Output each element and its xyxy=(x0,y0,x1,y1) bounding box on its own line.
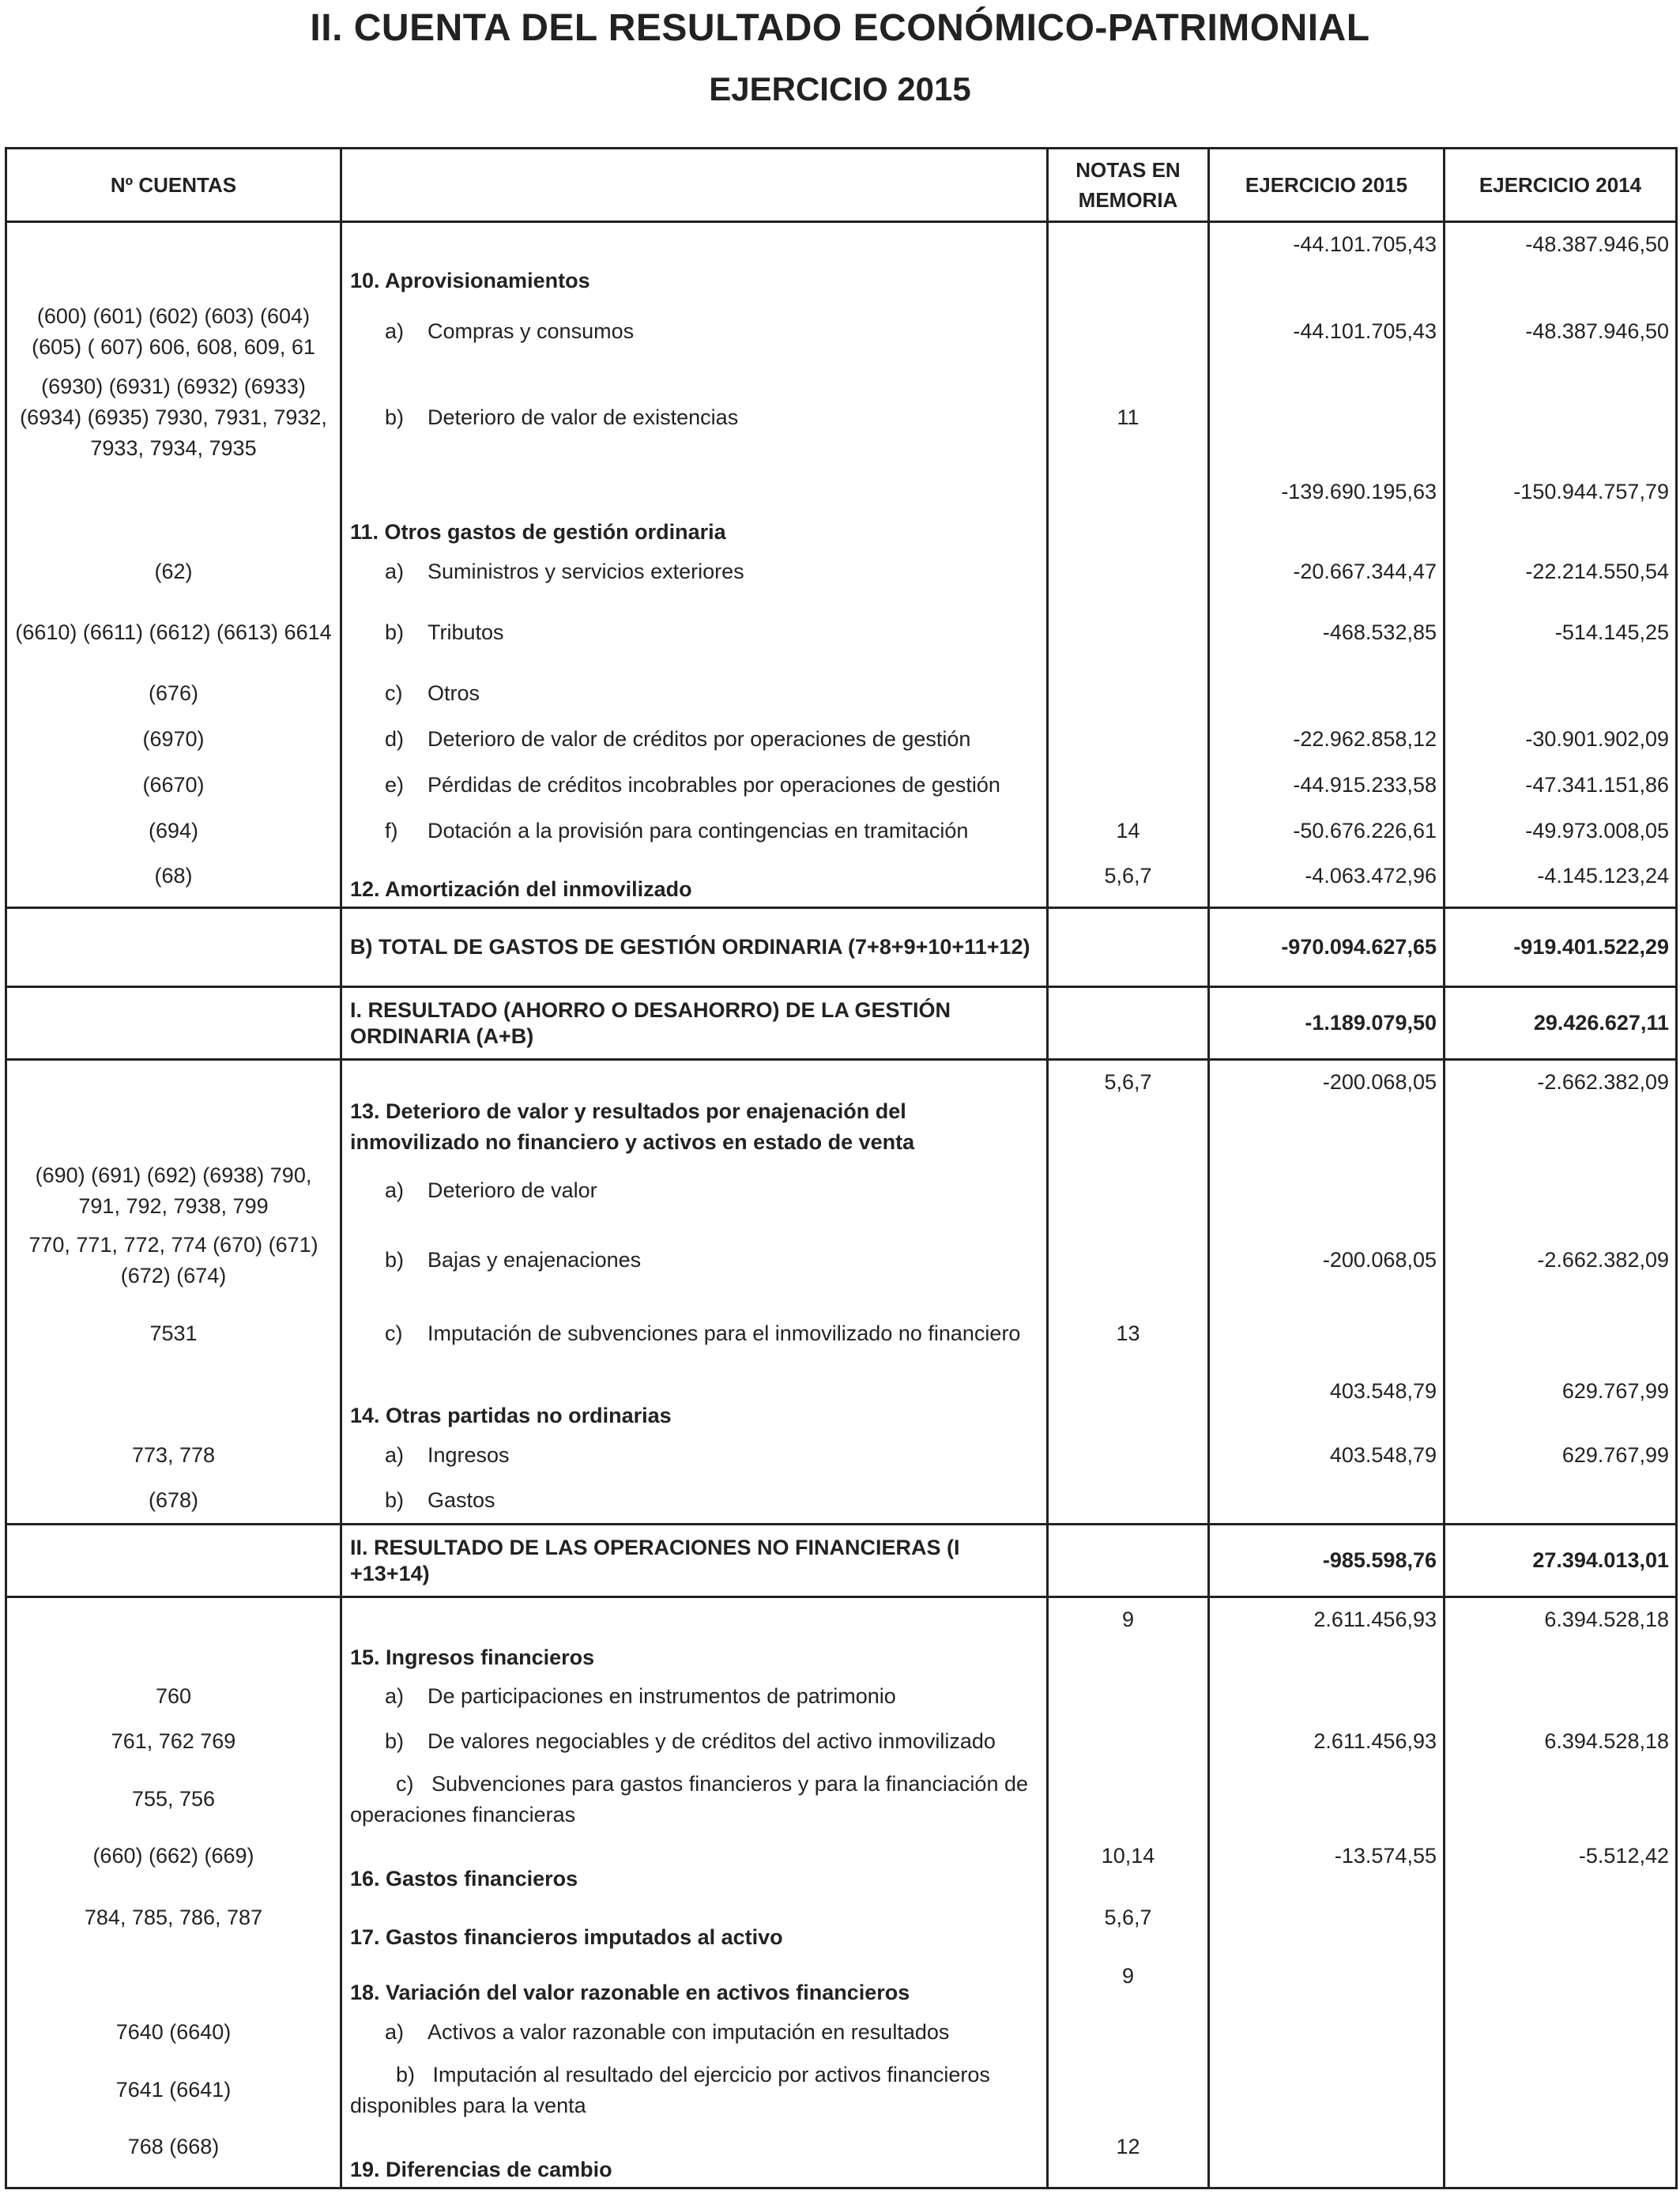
item-label: a) xyxy=(385,560,405,583)
item-label: a) xyxy=(385,1684,405,1708)
notes-cell xyxy=(1048,671,1209,717)
value-2014-cell xyxy=(1445,1765,1677,1834)
value-2015-cell: -50.676.226,61 xyxy=(1209,809,1445,854)
description-cell: 19. Diferencias de cambio xyxy=(341,2125,1048,2188)
description-cell: II. RESULTADO DE LAS OPERACIONES NO FINANCIERAS (I +13+14) xyxy=(341,1525,1048,1597)
value-2015-cell: -44.915.233,58 xyxy=(1209,763,1445,809)
table-row xyxy=(6,1834,1677,1896)
account-numbers-cell: (676) xyxy=(6,671,341,717)
account-numbers-cell: 770, 771, 772, 774 (670) (671) (672) (674) xyxy=(6,1223,341,1299)
value-2015-cell: 2.611.456,93 xyxy=(1209,1719,1445,1765)
account-numbers-cell: 760 xyxy=(6,1675,341,1719)
notes-cell xyxy=(1048,763,1209,809)
value-2014-cell: -22.214.550,54 xyxy=(1445,549,1677,595)
description-cell xyxy=(341,1675,1048,1719)
total-row xyxy=(6,908,1677,987)
table-row xyxy=(6,470,1677,549)
table-row xyxy=(6,222,1677,298)
value-2014-cell: -5.512,42 xyxy=(1445,1834,1677,1896)
description-cell xyxy=(341,763,1048,809)
notes-cell xyxy=(1048,298,1209,366)
description-cell: 18. Variación del valor razonable en activos financieros xyxy=(341,1955,1048,2010)
notes-cell xyxy=(1048,717,1209,763)
value-2014-cell: -514.145,25 xyxy=(1445,595,1677,671)
description-cell xyxy=(341,1299,1048,1370)
table-row xyxy=(6,1955,1677,2010)
table-row xyxy=(6,854,1677,908)
notes-cell xyxy=(1048,549,1209,595)
description-cell: 16. Gastos financieros xyxy=(341,1834,1048,1896)
notes-cell xyxy=(1048,1765,1209,1834)
header-descripcion xyxy=(341,149,1048,222)
value-2014-cell: -49.973.008,05 xyxy=(1445,809,1677,854)
account-numbers-cell xyxy=(6,1955,341,2010)
item-label: a) xyxy=(385,1178,405,1202)
table-row xyxy=(6,1597,1677,1675)
table-row xyxy=(6,2010,1677,2056)
value-2014-cell: -919.401.522,29 xyxy=(1445,908,1677,987)
notes-cell: 5,6,7 xyxy=(1048,1896,1209,1955)
description-cell: 13. Deterioro de valor y resultados por enajenación del inmovilizado no financiero y activos en estado de venta xyxy=(341,1060,1048,1159)
notes-cell xyxy=(1048,595,1209,671)
account-numbers-cell: (6610) (6611) (6612) (6613) 6614 xyxy=(6,595,341,671)
table-row xyxy=(6,2056,1677,2125)
notes-cell xyxy=(1048,1370,1209,1433)
value-2015-cell xyxy=(1209,2010,1445,2056)
table-row xyxy=(6,1675,1677,1719)
value-2015-cell xyxy=(1209,2056,1445,2125)
results-table xyxy=(5,147,1678,2189)
item-text: Dotación a la provisión para contingencias en tramitación xyxy=(428,819,969,843)
item-text: Otros xyxy=(428,681,480,705)
value-2014-cell xyxy=(1445,366,1677,470)
notes-cell xyxy=(1048,1479,1209,1525)
account-numbers-cell: (660) (662) (669) xyxy=(6,1834,341,1896)
value-2014-cell: -150.944.757,79 xyxy=(1445,470,1677,549)
notes-cell: 5,6,7 xyxy=(1048,1060,1209,1159)
account-numbers-cell: (6670) xyxy=(6,763,341,809)
value-2014-cell: 6.394.528,18 xyxy=(1445,1597,1677,1675)
notes-cell xyxy=(1048,1433,1209,1479)
item-text: Activos a valor razonable con imputación en resultados xyxy=(428,2020,950,2044)
table-header-row xyxy=(6,149,1677,222)
value-2015-cell: -200.068,05 xyxy=(1209,1060,1445,1159)
account-numbers-cell: (600) (601) (602) (603) (604) (605) ( 607) 606, 608, 609, 61 xyxy=(6,298,341,366)
value-2014-cell: 629.767,99 xyxy=(1445,1433,1677,1479)
value-2015-cell: -1.189.079,50 xyxy=(1209,987,1445,1060)
value-2015-cell xyxy=(1209,1675,1445,1719)
item-text: Ingresos xyxy=(428,1443,510,1467)
account-numbers-cell: 773, 778 xyxy=(6,1433,341,1479)
value-2015-cell: 403.548,79 xyxy=(1209,1370,1445,1433)
value-2014-cell: 29.426.627,11 xyxy=(1445,987,1677,1060)
account-numbers-cell: 7531 xyxy=(6,1299,341,1370)
notes-cell xyxy=(1048,1719,1209,1765)
item-text: Deterioro de valor de existencias xyxy=(428,405,739,429)
value-2015-cell xyxy=(1209,1479,1445,1525)
notes-cell: 10,14 xyxy=(1048,1834,1209,1896)
account-numbers-cell: 784, 785, 786, 787 xyxy=(6,1896,341,1955)
item-label: c) xyxy=(385,681,403,705)
item-label: b) xyxy=(385,405,405,429)
description-cell xyxy=(341,717,1048,763)
account-numbers-cell: (694) xyxy=(6,809,341,854)
description-cell xyxy=(341,1765,1048,1834)
value-2015-cell xyxy=(1209,1159,1445,1223)
account-numbers-cell xyxy=(6,908,341,987)
description-cell xyxy=(341,671,1048,717)
value-2015-cell xyxy=(1209,2125,1445,2188)
document-title: II. CUENTA DEL RESULTADO ECONÓMICO-PATRIMONIAL xyxy=(310,7,1370,49)
table-row xyxy=(6,763,1677,809)
table-row xyxy=(6,298,1677,366)
notes-cell xyxy=(1048,987,1209,1060)
account-numbers-cell: (62) xyxy=(6,549,341,595)
description-cell: 11. Otros gastos de gestión ordinaria xyxy=(341,470,1048,549)
value-2015-cell xyxy=(1209,1896,1445,1955)
value-2014-cell: 27.394.013,01 xyxy=(1445,1525,1677,1597)
table-row xyxy=(6,1370,1677,1433)
value-2015-cell xyxy=(1209,671,1445,717)
value-2014-cell xyxy=(1445,2056,1677,2125)
table-row xyxy=(6,717,1677,763)
value-2014-cell xyxy=(1445,1675,1677,1719)
item-label: a) xyxy=(385,319,405,343)
item-label: b) xyxy=(385,1488,405,1513)
item-text: Pérdidas de créditos incobrables por operaciones de gestión xyxy=(428,773,1000,797)
value-2014-cell xyxy=(1445,1299,1677,1370)
item-label: c) xyxy=(396,1771,414,1796)
notes-cell xyxy=(1048,2056,1209,2125)
value-2014-cell: -30.901.902,09 xyxy=(1445,717,1677,763)
account-numbers-cell xyxy=(6,1597,341,1675)
value-2014-cell xyxy=(1445,2125,1677,2188)
item-label: e) xyxy=(385,773,405,797)
item-text: Compras y consumos xyxy=(428,319,635,343)
item-label: a) xyxy=(385,1443,405,1467)
item-label: b) xyxy=(385,1248,405,1272)
notes-cell xyxy=(1048,1223,1209,1299)
account-numbers-cell xyxy=(6,1525,341,1597)
table-row xyxy=(6,366,1677,470)
value-2014-cell xyxy=(1445,671,1677,717)
value-2014-cell: -4.145.123,24 xyxy=(1445,854,1677,908)
table-row xyxy=(6,1159,1677,1223)
header-ejercicio-2014: EJERCICIO 2014 xyxy=(1445,149,1677,222)
table-body xyxy=(6,222,1677,2188)
value-2015-cell: -200.068,05 xyxy=(1209,1223,1445,1299)
value-2014-cell xyxy=(1445,1896,1677,1955)
item-label: b) xyxy=(385,1729,405,1753)
value-2015-cell: -44.101.705,43 xyxy=(1209,298,1445,366)
item-text: Suministros y servicios exteriores xyxy=(428,560,744,583)
notes-cell xyxy=(1048,1159,1209,1223)
notes-cell xyxy=(1048,908,1209,987)
account-numbers-cell xyxy=(6,1370,341,1433)
description-cell: 15. Ingresos financieros xyxy=(341,1597,1048,1675)
value-2015-cell: -970.094.627,65 xyxy=(1209,908,1445,987)
table-row xyxy=(6,1433,1677,1479)
value-2014-cell xyxy=(1445,2010,1677,2056)
account-numbers-cell: 768 (668) xyxy=(6,2125,341,2188)
value-2015-cell: -13.574,55 xyxy=(1209,1834,1445,1896)
description-cell xyxy=(341,1719,1048,1765)
table-row xyxy=(6,809,1677,854)
notes-cell xyxy=(1048,1525,1209,1597)
value-2014-cell: -47.341.151,86 xyxy=(1445,763,1677,809)
value-2015-cell xyxy=(1209,366,1445,470)
value-2015-cell: -985.598,76 xyxy=(1209,1525,1445,1597)
document-subtitle: EJERCICIO 2015 xyxy=(709,70,971,107)
table-row xyxy=(6,1765,1677,1834)
item-label: b) xyxy=(396,2062,416,2087)
value-2014-cell: 6.394.528,18 xyxy=(1445,1719,1677,1765)
notes-cell: 13 xyxy=(1048,1299,1209,1370)
description-cell xyxy=(341,809,1048,854)
description-cell xyxy=(341,298,1048,366)
value-2014-cell: -2.662.382,09 xyxy=(1445,1223,1677,1299)
table-row xyxy=(6,549,1677,595)
value-2015-cell: -139.690.195,63 xyxy=(1209,470,1445,549)
header-cuentas: Nº CUENTAS xyxy=(6,149,341,222)
account-numbers-cell xyxy=(6,987,341,1060)
account-numbers-cell: (678) xyxy=(6,1479,341,1525)
table-row xyxy=(6,1060,1677,1159)
notes-cell: 14 xyxy=(1048,809,1209,854)
description-cell: 17. Gastos financieros imputados al activo xyxy=(341,1896,1048,1955)
notes-cell xyxy=(1048,2010,1209,2056)
item-text: Deterioro de valor xyxy=(428,1178,597,1202)
value-2015-cell xyxy=(1209,1299,1445,1370)
item-text: De participaciones en instrumentos de patrimonio xyxy=(428,1684,896,1708)
item-label: a) xyxy=(385,2020,405,2044)
notes-cell: 5,6,7 xyxy=(1048,854,1209,908)
item-label: c) xyxy=(385,1321,403,1345)
account-numbers-cell xyxy=(6,470,341,549)
description-cell: 10. Aprovisionamientos xyxy=(341,222,1048,298)
item-text: Tributos xyxy=(428,620,504,644)
table-row xyxy=(6,1719,1677,1765)
value-2015-cell: -4.063.472,96 xyxy=(1209,854,1445,908)
value-2014-cell: -2.662.382,09 xyxy=(1445,1060,1677,1159)
account-numbers-cell: 755, 756 xyxy=(6,1765,341,1834)
account-numbers-cell: 7640 (6640) xyxy=(6,2010,341,2056)
table-row xyxy=(6,595,1677,671)
value-2014-cell xyxy=(1445,1159,1677,1223)
item-text: Gastos xyxy=(428,1488,495,1513)
account-numbers-cell: 761, 762 769 xyxy=(6,1719,341,1765)
account-numbers-cell: (68) xyxy=(6,854,341,908)
table-row xyxy=(6,1479,1677,1525)
description-cell xyxy=(341,1159,1048,1223)
item-text: Imputación de subvenciones para el inmovilizado no financiero xyxy=(428,1321,1021,1345)
value-2014-cell xyxy=(1445,1955,1677,2010)
item-text: Bajas y enajenaciones xyxy=(428,1248,642,1272)
item-label: b) xyxy=(385,620,405,644)
header-ejercicio-2015: EJERCICIO 2015 xyxy=(1209,149,1445,222)
notes-cell: 9 xyxy=(1048,1955,1209,2010)
total-row xyxy=(6,987,1677,1060)
item-text: Subvenciones para gastos financieros y para la financiación de operaciones financieras xyxy=(350,1771,1028,1826)
account-numbers-cell: (6930) (6931) (6932) (6933) (6934) (6935) 7930, 7931, 7932, 7933, 7934, 7935 xyxy=(6,366,341,470)
description-cell xyxy=(341,366,1048,470)
value-2015-cell: -468.532,85 xyxy=(1209,595,1445,671)
description-cell: 14. Otras partidas no ordinarias xyxy=(341,1370,1048,1433)
account-numbers-cell: (6970) xyxy=(6,717,341,763)
description-cell xyxy=(341,595,1048,671)
value-2015-cell: 2.611.456,93 xyxy=(1209,1597,1445,1675)
notes-cell xyxy=(1048,222,1209,298)
item-label: f) xyxy=(385,819,398,843)
description-cell xyxy=(341,2010,1048,2056)
header-notas: NOTAS EN MEMORIA xyxy=(1048,149,1209,222)
value-2015-cell: -22.962.858,12 xyxy=(1209,717,1445,763)
item-text: Imputación al resultado del ejercicio por activos financieros disponibles para la venta xyxy=(350,2062,990,2117)
description-cell: I. RESULTADO (AHORRO O DESAHORRO) DE LA GESTIÓN ORDINARIA (A+B) xyxy=(341,987,1048,1060)
item-text: De valores negociables y de créditos del activo inmovilizado xyxy=(428,1729,996,1753)
account-numbers-cell xyxy=(6,222,341,298)
notes-cell: 12 xyxy=(1048,2125,1209,2188)
value-2014-cell: -48.387.946,50 xyxy=(1445,222,1677,298)
description-cell xyxy=(341,2056,1048,2125)
table-row xyxy=(6,1299,1677,1370)
value-2015-cell: -44.101.705,43 xyxy=(1209,222,1445,298)
value-2015-cell xyxy=(1209,1955,1445,2010)
item-text: Deterioro de valor de créditos por operaciones de gestión xyxy=(428,727,971,751)
account-numbers-cell: 7641 (6641) xyxy=(6,2056,341,2125)
table-row xyxy=(6,671,1677,717)
value-2015-cell xyxy=(1209,1765,1445,1834)
description-cell xyxy=(341,1433,1048,1479)
value-2015-cell: 403.548,79 xyxy=(1209,1433,1445,1479)
value-2014-cell: 629.767,99 xyxy=(1445,1370,1677,1433)
table-row xyxy=(6,2125,1677,2188)
account-numbers-cell xyxy=(6,1060,341,1159)
table-row xyxy=(6,1896,1677,1955)
table-row xyxy=(6,1223,1677,1299)
description-cell xyxy=(341,549,1048,595)
value-2015-cell: -20.667.344,47 xyxy=(1209,549,1445,595)
total-row xyxy=(6,1525,1677,1597)
value-2014-cell xyxy=(1445,1479,1677,1525)
description-cell: B) TOTAL DE GASTOS DE GESTIÓN ORDINARIA (7+8+9+10+11+12) xyxy=(341,908,1048,987)
notes-cell xyxy=(1048,1675,1209,1719)
notes-cell: 9 xyxy=(1048,1597,1209,1675)
item-label: d) xyxy=(385,727,405,751)
description-cell xyxy=(341,1479,1048,1525)
notes-cell xyxy=(1048,470,1209,549)
value-2014-cell: -48.387.946,50 xyxy=(1445,298,1677,366)
notes-cell: 11 xyxy=(1048,366,1209,470)
description-cell: 12. Amortización del inmovilizado xyxy=(341,854,1048,908)
description-cell xyxy=(341,1223,1048,1299)
account-numbers-cell: (690) (691) (692) (6938) 790, 791, 792, 7938, 799 xyxy=(6,1159,341,1223)
